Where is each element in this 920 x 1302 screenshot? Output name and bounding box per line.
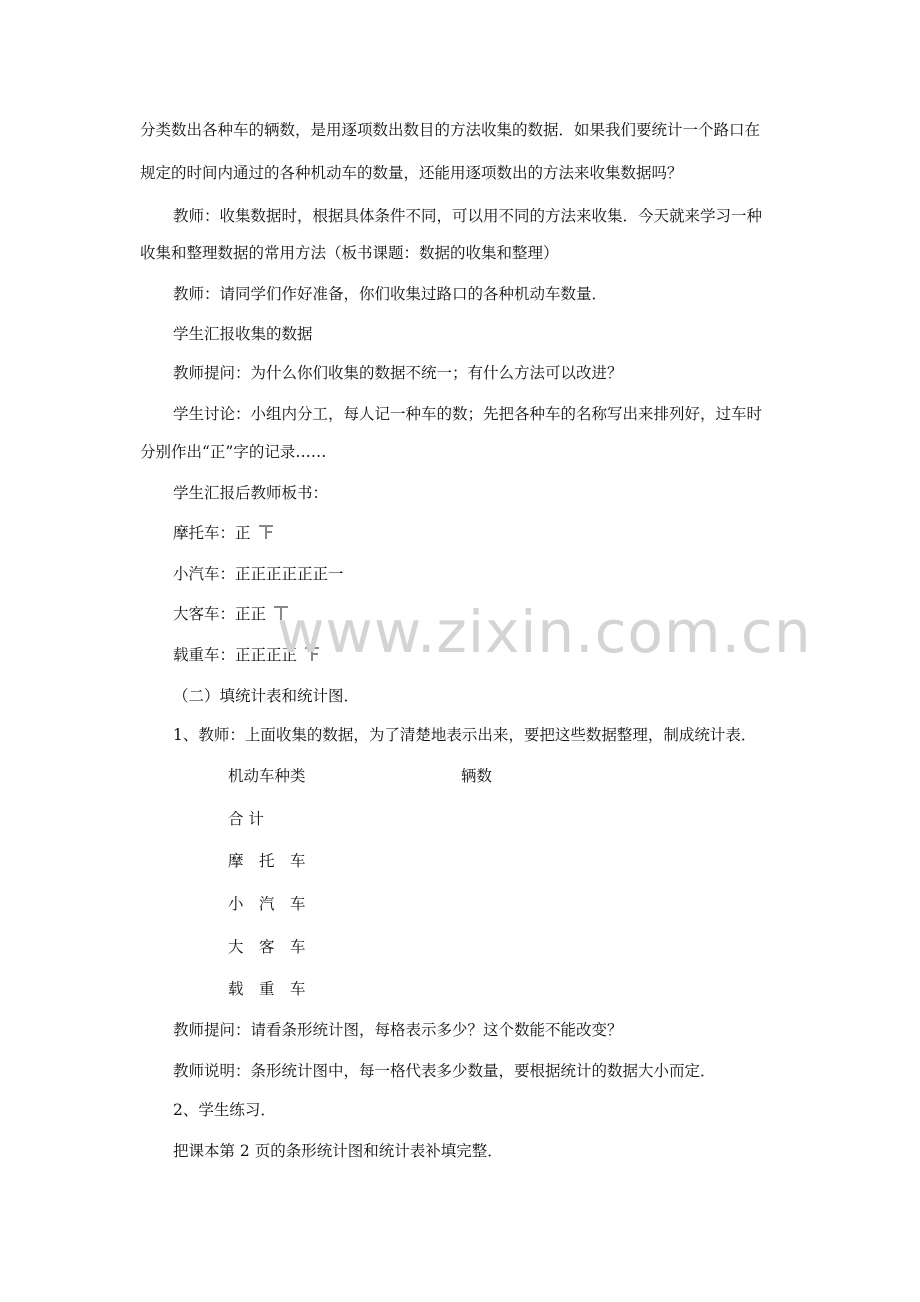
table-header-count: 辆数 (461, 767, 493, 785)
paragraph: 学生讨论：小组内分工，每人记一种车的数；先把各种车的名称写出来排列好，过车时 (173, 405, 763, 423)
paragraph: 分类数出各种车的辆数，是用逐项数出数目的方法收集的数据．如果我们要统计一个路口在 (140, 121, 761, 139)
tally-label: 摩托车：正 (173, 524, 251, 542)
table-row-label: 大 客 车 (228, 938, 306, 956)
paragraph: 把课本第 2 页的条形统计图和统计表补填完整． (173, 1142, 503, 1160)
paragraph: 收集和整理数据的常用方法（板书课题：数据的收集和整理） (140, 244, 559, 262)
table-header-type: 机动车种类 (228, 767, 306, 785)
table-row-label: 载 重 车 (228, 980, 306, 998)
paragraph: 教师说明：条形统计图中，每一格代表多少数量，要根据统计的数据大小而定． (173, 1062, 716, 1080)
paragraph: 教师：请同学们作好准备，你们收集过路口的各种机动车数量． (173, 285, 608, 303)
paragraph: 教师提问：为什么你们收集的数据不统一；有什么方法可以改进？ (173, 364, 623, 382)
tally-row-motorcycle (173, 523, 275, 543)
tally-mark-icon (257, 524, 275, 540)
tally-label: 载重车：正正正正 (173, 646, 298, 664)
table-row-label: 合 计 (228, 810, 264, 828)
tally-row-car (173, 564, 344, 584)
paragraph: 学生汇报后教师板书： (173, 484, 329, 502)
paragraph: 教师：收集数据时，根据具体条件不同，可以用不同的方法来收集．今天就来学习一种 (173, 207, 763, 225)
paragraph: 规定的时间内通过的各种机动车的数量，还能用逐项数出的方法来收集数据吗？ (140, 164, 683, 182)
watermark: www.zixin.com.cn (277, 598, 812, 666)
paragraph: 1、教师：上面收集的数据，为了清楚地表示出来，要把这些数据整理，制成统计表． (173, 726, 757, 744)
paragraph: 学生汇报收集的数据 (173, 325, 313, 343)
table-row-label: 摩 托 车 (228, 852, 306, 870)
paragraph: 2、学生练习． (173, 1101, 276, 1119)
paragraph: 分别作出“正”字的记录…… (140, 443, 327, 461)
section-heading: （二）填统计表和统计图． (173, 687, 360, 705)
tally-row-bus (173, 604, 290, 624)
paragraph: 教师提问：请看条形统计图，每格表示多少？这个数能不能改变？ (173, 1021, 623, 1039)
tally-label: 大客车：正正 (173, 605, 267, 623)
table-row-label: 小 汽 车 (228, 895, 306, 913)
tally-label: 小汽车：正正正正正正一 (173, 565, 344, 583)
